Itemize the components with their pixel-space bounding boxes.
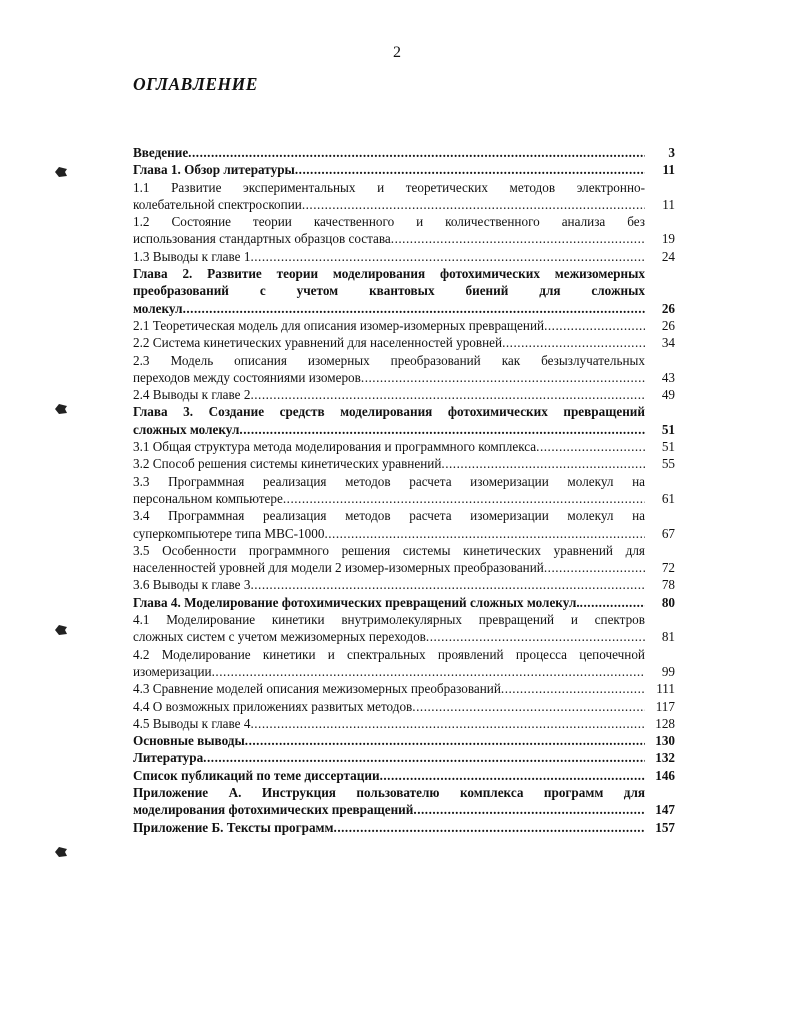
dot-leader (250, 248, 645, 265)
toc-entry (133, 698, 675, 715)
toc-entry-title (133, 646, 645, 681)
toc-entry (133, 542, 675, 577)
toc-page-number: 80 (661, 594, 675, 610)
toc-entry-title (133, 767, 645, 784)
toc-entry-last-line (133, 369, 645, 386)
toc-entry-title (133, 455, 645, 472)
toc-page-number: 11 (662, 196, 675, 212)
toc-entry (133, 403, 675, 438)
toc-entry-last-line (133, 767, 645, 784)
toc-entry-text: Приложение Б. Тексты программ (133, 819, 334, 835)
dot-leader (302, 196, 645, 213)
toc-entry-title (133, 144, 645, 161)
dot-leader (536, 438, 645, 455)
toc-entry (133, 819, 675, 836)
toc-entry-text: населенностей уровней для модели 2 изомер-изомерных преобразований (133, 560, 544, 576)
dot-leader (188, 144, 645, 161)
toc-entry-last-line (133, 230, 645, 247)
toc-entry (133, 507, 675, 542)
toc-page-number: 51 (661, 439, 675, 455)
toc-entry-last-line (133, 525, 645, 542)
dot-leader (250, 386, 645, 403)
toc-entry-last-line (133, 819, 645, 836)
toc-entry (133, 749, 675, 766)
dot-leader (441, 455, 645, 472)
toc-page-number: 128 (655, 715, 675, 731)
toc-entry-text: Глава 1. Обзор литературы (133, 162, 295, 178)
dot-leader (380, 767, 645, 784)
toc-entry-text: Глава 4. Моделирование фотохимических превращений сложных молекул. (133, 594, 580, 610)
toc-entry-title (133, 403, 645, 438)
toc-entry (133, 611, 675, 646)
toc-entry-title (133, 784, 645, 819)
toc-entry-text: изомеризации (133, 663, 212, 679)
scan-mark-icon (54, 403, 68, 415)
toc-entry-title (133, 265, 645, 317)
toc-entry (133, 576, 675, 593)
dot-leader (501, 680, 645, 697)
toc-entry-title (133, 594, 645, 611)
toc-entry-text: 4.5 Выводы к главе 4 (133, 715, 251, 731)
toc-entry-text: 3.2 Способ решения системы кинетических уравнений (133, 456, 442, 472)
toc-entry-title (133, 576, 645, 593)
toc-entry-last-line (133, 663, 645, 680)
toc-entry-line: 3.5 Особенности программного решения системы кинетических уравнений для (133, 542, 645, 558)
toc-page-number: 132 (655, 750, 675, 766)
toc-entry (133, 161, 675, 178)
dot-leader (239, 421, 645, 438)
toc-entry-text: Список публикаций по теме диссертации (133, 767, 380, 783)
scan-mark-icon (54, 846, 68, 858)
toc-entry-text: 1.3 Выводы к главе 1 (133, 248, 251, 264)
toc-entry-line: Глава 2. Развитие теории моделирования фотохимических межизомерных (133, 266, 645, 282)
scan-mark-icon (54, 166, 68, 178)
toc-page-number: 51 (661, 421, 675, 437)
toc-entry-text: использования стандартных образцов состава (133, 231, 391, 247)
toc-entry-text: 2.1 Теоретическая модель для описания изомер-изомерных превращений (133, 317, 545, 333)
toc-entry-last-line (133, 559, 645, 576)
toc-entry-text: 3.6 Выводы к главе 3 (133, 577, 251, 593)
toc-page-number: 49 (661, 387, 675, 403)
toc-entry-title (133, 334, 645, 351)
dot-leader (502, 334, 645, 351)
toc-entry-line: преобразований с учетом квантовых биений для сложных (133, 283, 645, 299)
toc-page-number: 3 (668, 145, 675, 160)
toc-entry-text: Литература (133, 750, 204, 766)
toc-entry-title (133, 179, 645, 214)
toc-entry-last-line (133, 317, 645, 334)
toc-page-number: 117 (655, 698, 675, 714)
toc-entry-last-line (133, 421, 645, 438)
toc-entry-title (133, 317, 645, 334)
toc-entry-last-line (133, 680, 645, 697)
dot-leader (203, 749, 645, 766)
toc-entry-title (133, 611, 645, 646)
toc-page-number: 111 (656, 681, 675, 697)
toc-page-number: 24 (661, 248, 675, 264)
toc-entry (133, 317, 675, 334)
dot-leader (212, 663, 645, 680)
dot-leader (544, 317, 645, 334)
toc-entry-line: 4.2 Моделирование кинетики и спектральных проявлений процесса цепочечной (133, 646, 645, 662)
toc-page-number: 67 (661, 525, 675, 541)
toc-entry-text: персональном компьютере (133, 490, 283, 506)
dot-leader (283, 490, 645, 507)
toc-entry-text: молекул (133, 300, 183, 316)
dot-leader (324, 525, 645, 542)
toc-entry-line: Глава 3. Создание средств моделирования фотохимических превращений (133, 404, 645, 420)
toc-entry-last-line (133, 698, 645, 715)
dot-leader (334, 819, 645, 836)
toc-entry-last-line (133, 715, 645, 732)
toc-entry-last-line (133, 455, 645, 472)
toc-page-number: 157 (655, 819, 675, 835)
toc-page-number: 61 (661, 490, 675, 506)
toc-page-number: 72 (661, 560, 675, 576)
toc-entry-last-line (133, 300, 645, 317)
toc-entry-title (133, 542, 645, 577)
toc-entry (133, 455, 675, 472)
toc-entry (133, 594, 675, 611)
toc-entry (133, 334, 675, 351)
dot-leader (295, 161, 645, 178)
toc-page-number: 11 (662, 162, 675, 178)
toc-entry (133, 179, 675, 214)
toc-entry (133, 732, 675, 749)
toc-entry-title (133, 352, 645, 387)
toc-entry-text: 4.4 О возможных приложениях развитых методов (133, 698, 413, 714)
toc-entry (133, 144, 675, 161)
toc-entry-text: Введение (133, 145, 189, 160)
toc-entry-title (133, 507, 645, 542)
toc-entry-last-line (133, 386, 645, 403)
dot-leader (426, 628, 645, 645)
dot-leader (412, 698, 645, 715)
toc-entry-line: 2.3 Модель описания изомерных преобразований как безызлучательных (133, 352, 645, 368)
toc-entry-last-line (133, 248, 645, 265)
toc-entry-title (133, 161, 645, 178)
dot-leader (580, 594, 645, 611)
toc-entry (133, 680, 675, 697)
toc-entry-title (133, 732, 645, 749)
toc-page-number: 34 (661, 335, 675, 351)
toc-entry-last-line (133, 144, 645, 161)
toc-entry-title (133, 213, 645, 248)
table-of-contents (133, 144, 675, 836)
toc-entry-text: переходов между состояниями изомеров (133, 369, 361, 385)
toc-entry-text: 2.4 Выводы к главе 2 (133, 387, 251, 403)
toc-entry (133, 646, 675, 681)
toc-entry-title (133, 698, 645, 715)
toc-page-number: 147 (655, 802, 675, 818)
toc-entry-last-line (133, 628, 645, 645)
toc-entry (133, 213, 675, 248)
toc-entry-title (133, 386, 645, 403)
toc-entry-last-line (133, 594, 645, 611)
toc-entry-text: Основные выводы (133, 733, 245, 749)
toc-entry-text: суперкомпьютере типа МВС-1000 (133, 525, 325, 541)
toc-page-number: 19 (661, 231, 675, 247)
toc-entry-text: моделирования фотохимических превращений (133, 802, 414, 818)
dot-leader (250, 715, 645, 732)
toc-entry-last-line (133, 576, 645, 593)
toc-entry (133, 352, 675, 387)
toc-page-number: 55 (661, 456, 675, 472)
toc-page-number: 81 (661, 629, 675, 645)
toc-entry-last-line (133, 490, 645, 507)
toc-entry-last-line (133, 161, 645, 178)
toc-entry-last-line (133, 334, 645, 351)
toc-page-number: 43 (661, 369, 675, 385)
toc-page-number: 99 (661, 663, 675, 679)
toc-entry-last-line (133, 749, 645, 766)
toc-entry (133, 265, 675, 317)
toc-entry-last-line (133, 196, 645, 213)
toc-entry (133, 248, 675, 265)
toc-page-number: 26 (661, 317, 675, 333)
toc-entry-line: 1.2 Состояние теории качественного и количественного анализа без (133, 214, 645, 230)
toc-entry-line: 3.4 Программная реализация методов расчета изомеризации молекул на (133, 508, 645, 524)
toc-entry-title (133, 248, 645, 265)
dot-leader (544, 559, 645, 576)
dot-leader (250, 576, 645, 593)
toc-entry-last-line (133, 732, 645, 749)
toc-entry-text: 4.3 Сравнение моделей описания межизомерных преобразований (133, 681, 501, 697)
dot-leader (391, 230, 645, 247)
toc-entry-title (133, 473, 645, 508)
toc-entry-text: сложных систем с учетом межизомерных переходов (133, 629, 426, 645)
dot-leader (183, 300, 645, 317)
dot-leader (245, 732, 645, 749)
toc-entry-line: Приложение А. Инструкция пользователю комплекса программ для (133, 784, 645, 800)
toc-entry (133, 473, 675, 508)
toc-entry-last-line (133, 438, 645, 455)
page-number: 2 (393, 44, 401, 61)
toc-entry-title (133, 438, 645, 455)
toc-page-number: 78 (661, 577, 675, 593)
toc-entry (133, 784, 675, 819)
dot-leader (361, 369, 645, 386)
toc-entry-line: 1.1 Развитие экспериментальных и теоретических методов электронно- (133, 179, 645, 195)
toc-entry (133, 438, 675, 455)
scan-mark-icon (54, 624, 68, 636)
toc-heading: ОГЛАВЛЕНИЕ (133, 74, 258, 94)
toc-entry-last-line (133, 801, 645, 818)
toc-entry (133, 767, 675, 784)
toc-entry (133, 386, 675, 403)
toc-entry-text: 2.2 Система кинетических уравнений для населенностей уровней (133, 335, 503, 351)
toc-entry (133, 715, 675, 732)
toc-page-number: 130 (655, 733, 675, 749)
toc-entry-line: 3.3 Программная реализация методов расчета изомеризации молекул на (133, 473, 645, 489)
toc-entry-title (133, 819, 645, 836)
toc-page-number: 26 (661, 300, 675, 316)
toc-entry-title (133, 680, 645, 697)
toc-page-number: 146 (655, 767, 675, 783)
toc-entry-text: колебательной спектроскопии (133, 196, 302, 212)
toc-entry-line: 4.1 Моделирование кинетики внутримолекулярных превращений и спектров (133, 612, 645, 628)
dot-leader (413, 801, 645, 818)
toc-entry-title (133, 715, 645, 732)
toc-entry-text: 3.1 Общая структура метода моделирования и программного комплекса (133, 439, 537, 455)
toc-entry-text: сложных молекул (133, 421, 240, 437)
toc-entry-title (133, 749, 645, 766)
